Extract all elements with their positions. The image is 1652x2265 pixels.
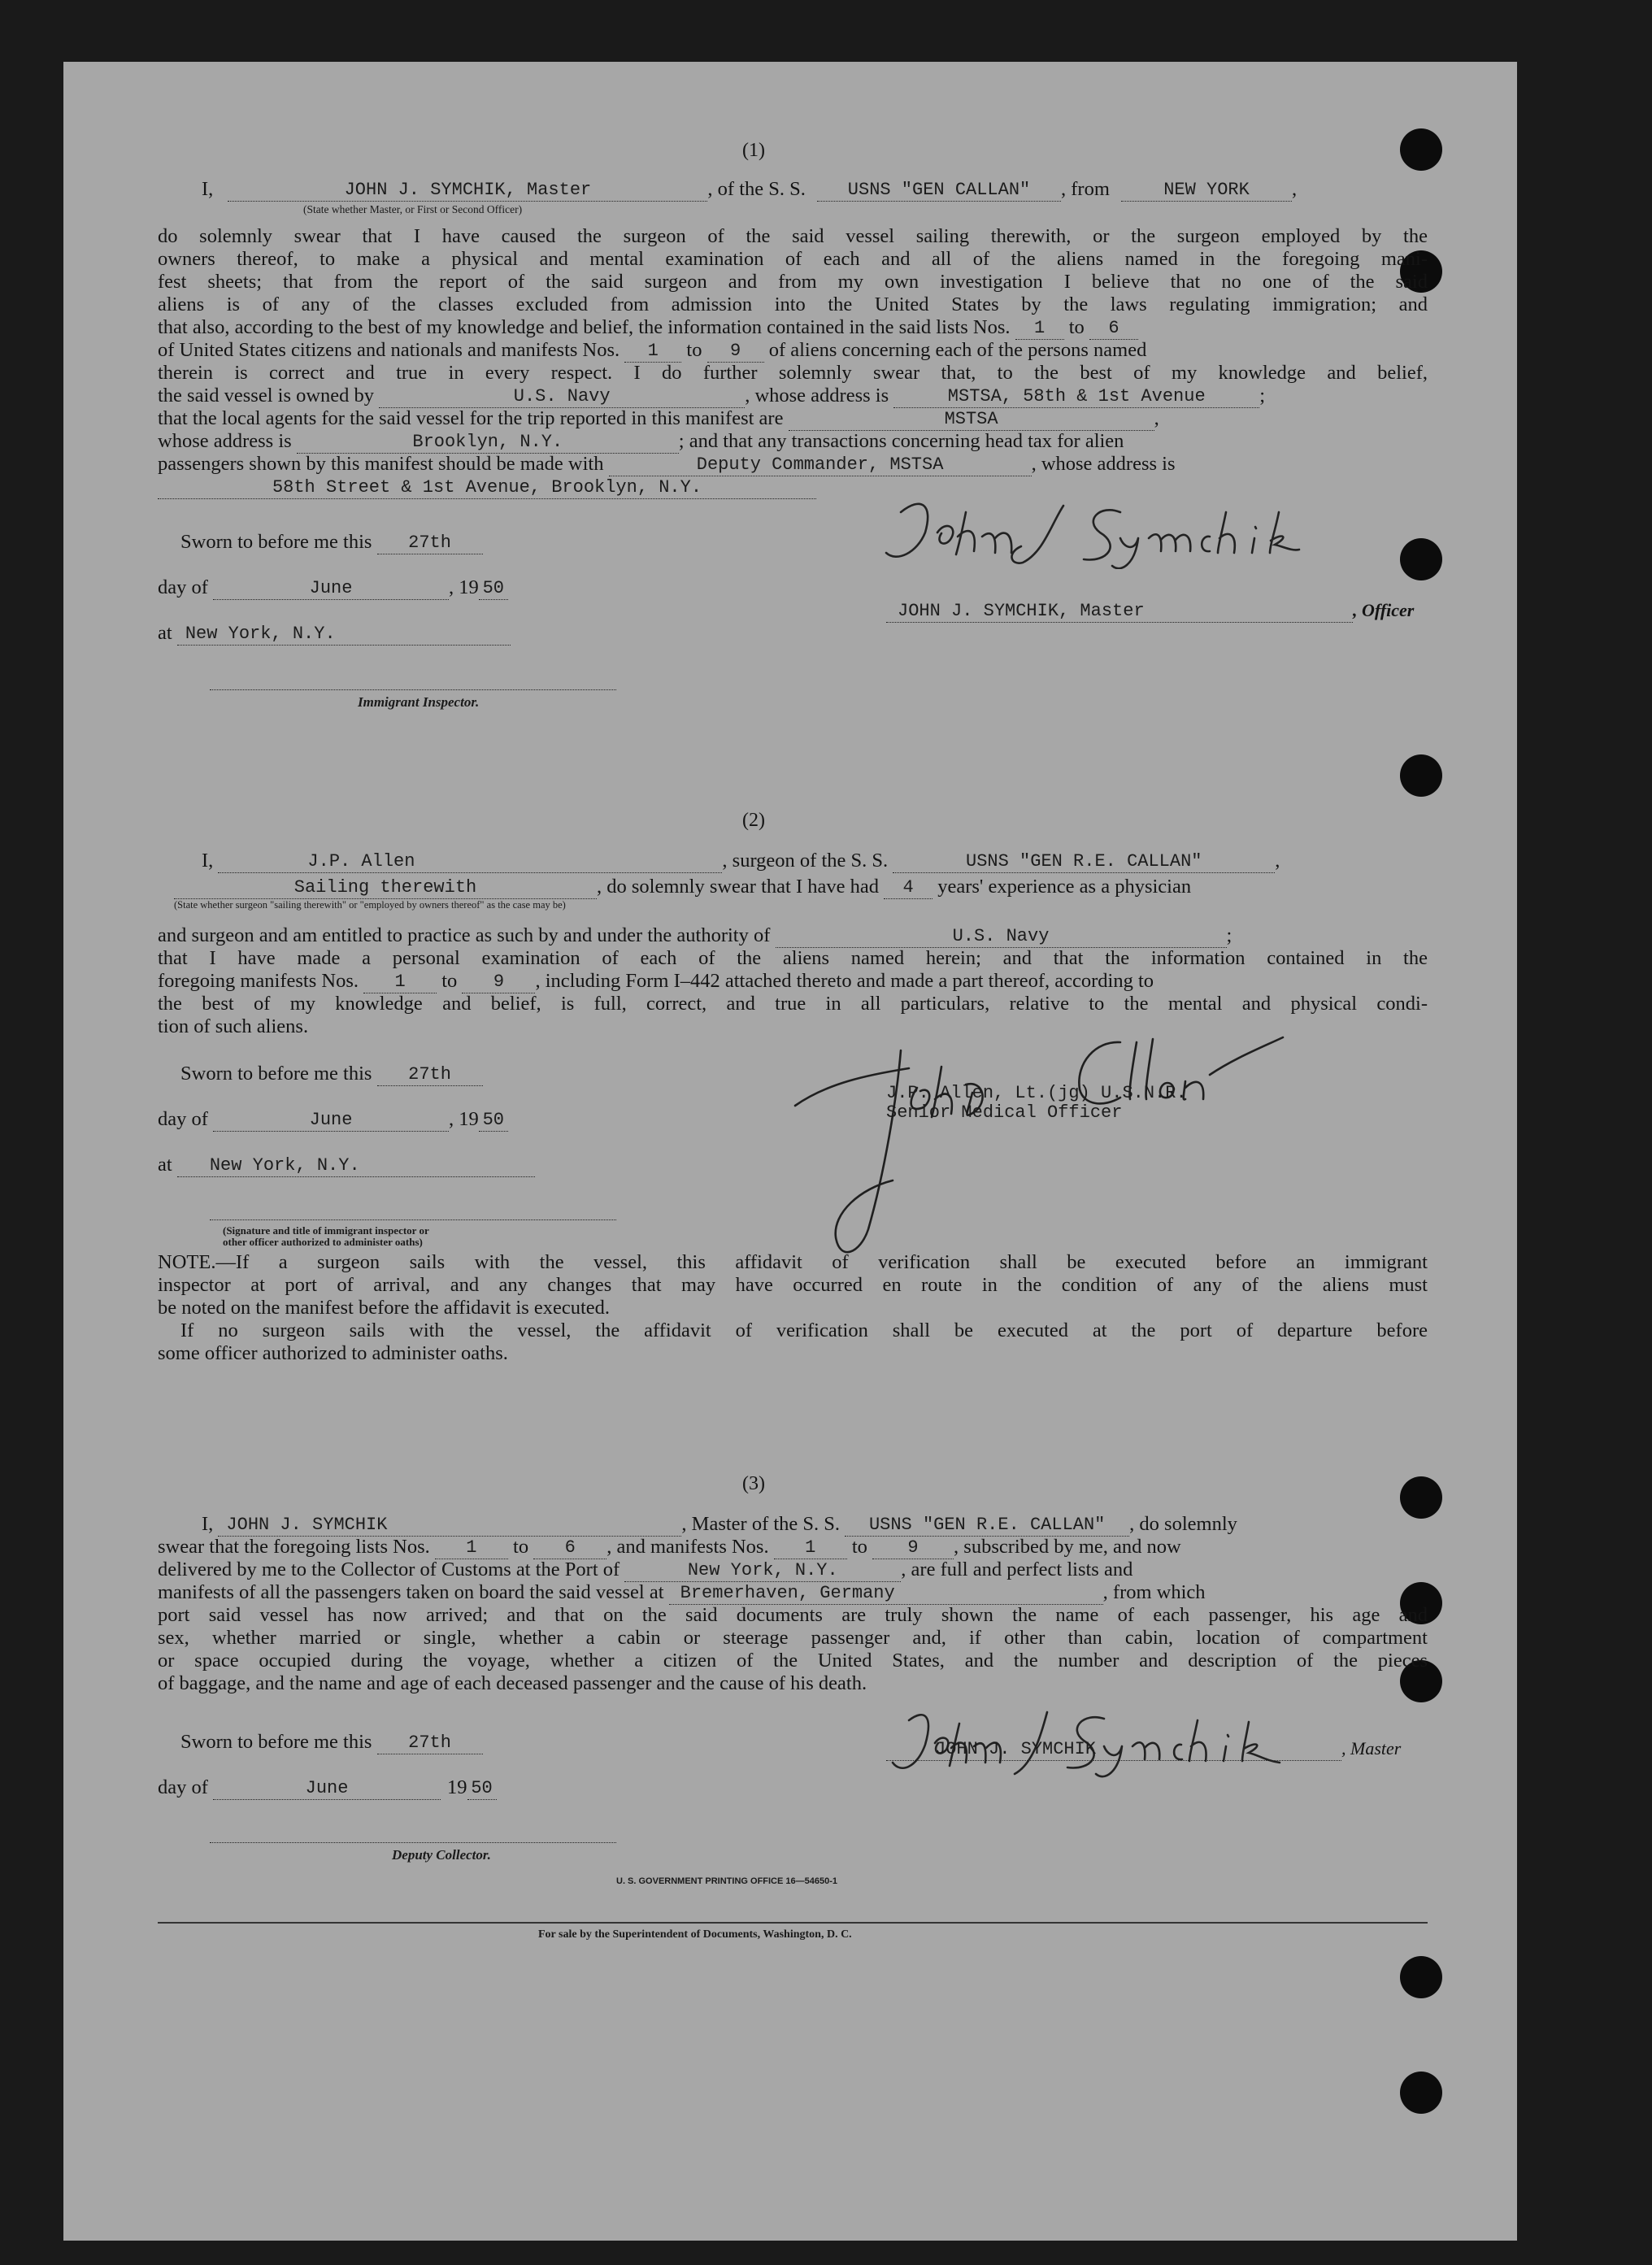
sworn-place-line: at New York, N.Y. (158, 621, 511, 646)
punch-hole-icon (1400, 1476, 1442, 1519)
sale-notice: For sale by the Superintendent of Documents, Washington, D. C. (538, 1928, 852, 1941)
affidavit-text: therein is correct and true in every respect. I do further solemnly swear that, to the best of my knowledge and belief, (158, 362, 1428, 384)
master-name-field: JOHN J. SYMCHIK (218, 1515, 681, 1537)
owner-field: U.S. Navy (379, 386, 745, 408)
vessel-name-field: USNS "GEN CALLAN" (817, 180, 1061, 202)
head-tax-address-field: 58th Street & 1st Avenue, Brooklyn, N.Y. (158, 477, 816, 499)
manifest-to-field: 9 (462, 972, 535, 993)
affidavit-text: or space occupied during the voyage, whether a citizen of the United States, and the number and description of the pieces (158, 1650, 1428, 1672)
sworn-date-line: day of June , 19 50 (158, 576, 508, 600)
affidavit-line: I, J.P. Allen , surgeon of the S. S. USNS "GEN R.E. CALLAN" , (202, 850, 1280, 872)
punch-hole-icon (1400, 754, 1442, 797)
affidavit-text: do solemnly swear that I have caused the surgeon of the said vessel sailing therewith, or the surgeon employed by the (158, 225, 1428, 247)
vessel-name-field: USNS "GEN R.E. CALLAN" (845, 1515, 1129, 1537)
section-number: (1) (742, 140, 765, 161)
affidavit-text: port said vessel has now arrived; and that on the said documents are truly shown the name of each passenger, his age and (158, 1604, 1428, 1626)
signature-caption: other officer authorized to administer oaths) (223, 1236, 423, 1248)
manifest-from-field: 1 (774, 1537, 847, 1559)
affidavit-line: that the local agents for the said vessel for the trip reported in this manifest are MSTSA , (158, 407, 1159, 429)
sworn-line: Sworn to before me this 27th (180, 530, 483, 554)
affidavit-line: that also, according to the best of my knowledge and belief, the information contained in the said lists Nos. 1 to 6 (158, 315, 1138, 340)
section-number: (2) (742, 810, 765, 831)
sworn-line: Sworn to before me this 27th (180, 1730, 483, 1754)
sworn-line: Sworn to before me this 27th (180, 1062, 483, 1086)
head-tax-field: Deputy Commander, MSTSA (609, 454, 1032, 476)
list-to-field: 6 (533, 1537, 606, 1559)
sworn-day-field: 27th (377, 1732, 483, 1754)
inspector-signature-line (210, 689, 616, 690)
affidavit-line (158, 475, 816, 499)
surgeon-status-field: Sailing therewith (174, 877, 597, 899)
affidavit-line: passengers shown by this manifest should be made with Deputy Commander, MSTSA , whose address is (158, 453, 1176, 475)
affidavit-line: whose address is Brooklyn, N.Y. ; and that any transactions concerning head tax for alien (158, 430, 1124, 452)
punch-hole-icon (1400, 2072, 1442, 2114)
years-experience-field: 4 (884, 877, 933, 899)
affidavit-text: aliens is of any of the classes excluded from admission into the United States by the laws regulating immigration; and (158, 293, 1428, 315)
sworn-place-line: at New York, N.Y. (158, 1153, 535, 1177)
deputy-collector-label: Deputy Collector. (392, 1847, 491, 1863)
manifest-from-field: 1 (624, 341, 681, 363)
affidavit-text: that I have made a personal examination of each of the aliens named herein; and that the information contained in the (158, 947, 1428, 969)
sworn-date-line: day of June 19 50 (158, 1776, 497, 1800)
surgeon-name-field: J.P. Allen (218, 851, 722, 873)
owner-address-field: MSTSA, 58th & 1st Avenue (893, 386, 1259, 408)
origin-port-field: NEW YORK (1121, 180, 1292, 202)
affidavit-line: of United States citizens and nationals and manifests Nos. 1 to 9 of aliens concerning each of the persons named (158, 339, 1147, 361)
master-sign-field: JOHN J. SYMCHIK (886, 1739, 1341, 1761)
manifest-from-field: 1 (363, 972, 437, 993)
sworn-month-field: June (213, 1778, 441, 1800)
affidavit-line: the said vessel is owned by U.S. Navy , whose address is MSTSA, 58th & 1st Avenue ; (158, 385, 1266, 406)
surgeon-signature (779, 1018, 1299, 1278)
sworn-year-field: 50 (479, 578, 508, 600)
master-signature (876, 488, 1315, 569)
field-caption: (State whether Master, or First or Second Officer) (303, 203, 523, 215)
affidavit-text: tion of such aliens. (158, 1015, 309, 1037)
affidavit-line: I, JOHN J. SYMCHIK, Master , of the S. S. USNS "GEN CALLAN" , from NEW YORK , (202, 178, 1298, 200)
affidavit-line: delivered by me to the Collector of Customs at the Port of New York, N.Y. , are full and perfect lists and (158, 1559, 1133, 1580)
note-text: NOTE.—If a surgeon sails with the vessel, this affidavit of verification shall be executed before an immigrant (158, 1251, 1428, 1273)
inspector-label: Immigrant Inspector. (358, 694, 480, 710)
signature-caption: (Signature and title of immigrant inspector or (223, 1224, 429, 1237)
affidavit-line: and surgeon and am entitled to practice as such by and under the authority of U.S. Navy ; (158, 924, 1232, 946)
sworn-month-field: June (213, 1110, 449, 1132)
sworn-day-field: 27th (377, 1064, 483, 1086)
manifest-page (63, 62, 1517, 2241)
section-number: (3) (742, 1473, 765, 1494)
officer-name-field: JOHN J. SYMCHIK, Master (886, 601, 1353, 623)
punch-hole-icon (1400, 1956, 1442, 1998)
affidavit-line: manifests of all the passengers taken on board the said vessel at Bremerhaven, Germany , from which (158, 1581, 1206, 1603)
sworn-month-field: June (213, 578, 449, 600)
sworn-year-field: 50 (467, 1778, 497, 1800)
affidavit-line: swear that the foregoing lists Nos. 1 to 6 , and manifests Nos. 1 to 9 , subscribed by me, and now (158, 1536, 1181, 1558)
sworn-date-line: day of June , 19 50 (158, 1107, 508, 1132)
officer-signature-line (210, 1219, 616, 1220)
agent-field: MSTSA (789, 409, 1154, 431)
collector-signature-line (210, 1842, 616, 1843)
footer-rule (158, 1922, 1428, 1924)
manifest-to-field: 9 (707, 341, 764, 363)
surgeon-officer-name: J.P. Allen, Lt.(jg) U.S.N.R. (886, 1083, 1187, 1103)
list-from-field: 1 (435, 1537, 508, 1559)
note-text: be noted on the manifest before the affidavit is executed. (158, 1297, 611, 1319)
affidavit-text: owners thereof, to make a physical and mental examination of each and all of the aliens named in the foregoing mani- (158, 248, 1428, 270)
affidavit-line: Sailing therewith , do solemnly swear that I have had 4 years' experience as a physician (174, 875, 1191, 899)
list-to-field: 6 (1089, 318, 1138, 340)
list-from-field: 1 (1015, 318, 1064, 340)
note-text: some officer authorized to administer oaths. (158, 1342, 508, 1364)
officer-line: JOHN J. SYMCHIK, Master , Officer (886, 598, 1414, 623)
arrival-port-field: New York, N.Y. (624, 1560, 901, 1582)
vessel-name-field: USNS "GEN R.E. CALLAN" (893, 851, 1275, 873)
manifest-to-field: 9 (872, 1537, 954, 1559)
sworn-place-field: New York, N.Y. (177, 624, 511, 646)
affidavit-text: of baggage, and the name and age of each deceased passenger and the cause of his death. (158, 1672, 867, 1694)
embark-place-field: Bremerhaven, Germany (669, 1583, 1103, 1605)
affidavit-line: foregoing manifests Nos. 1 to 9 , including Form I–442 attached thereto and made a part thereof, according to (158, 970, 1154, 992)
master-name-field: JOHN J. SYMCHIK, Master (228, 180, 707, 202)
affidavit-text: fest sheets; that from the report of the said surgeon and from my own investigation I believe that no one of the said (158, 271, 1428, 293)
master-line: JOHN J. SYMCHIK , Master (886, 1737, 1401, 1761)
affidavit-text: sex, whether married or single, whether a cabin or steerage passenger and, if other than cabin, location of compartment (158, 1627, 1428, 1649)
authority-field: U.S. Navy (776, 926, 1227, 948)
note-text: inspector at port of arrival, and any changes that may have occurred en route in the condition of any of the aliens must (158, 1274, 1428, 1296)
punch-hole-icon (1400, 538, 1442, 580)
sworn-day-field: 27th (377, 533, 483, 554)
field-caption: (State whether surgeon "sailing therewith" or "employed by owners thereof" as the case may be) (174, 899, 566, 911)
punch-hole-icon (1400, 128, 1442, 171)
note-text: If no surgeon sails with the vessel, the affidavit of verification shall be executed at the port of departure before (180, 1319, 1428, 1341)
surgeon-officer-title: Senior Medical Officer (886, 1102, 1123, 1123)
agent-address-field: Brooklyn, N.Y. (297, 432, 679, 454)
affidavit-line: I, JOHN J. SYMCHIK , Master of the S. S. USNS "GEN R.E. CALLAN" , do solemnly (202, 1513, 1237, 1535)
sworn-year-field: 50 (479, 1110, 508, 1132)
sworn-place-field: New York, N.Y. (177, 1155, 535, 1177)
printing-office-imprint: U. S. GOVERNMENT PRINTING OFFICE 16—54650-1 (616, 1876, 838, 1886)
affidavit-text: the best of my knowledge and belief, is full, correct, and true in all particulars, relative to the mental and physical condi- (158, 993, 1428, 1015)
